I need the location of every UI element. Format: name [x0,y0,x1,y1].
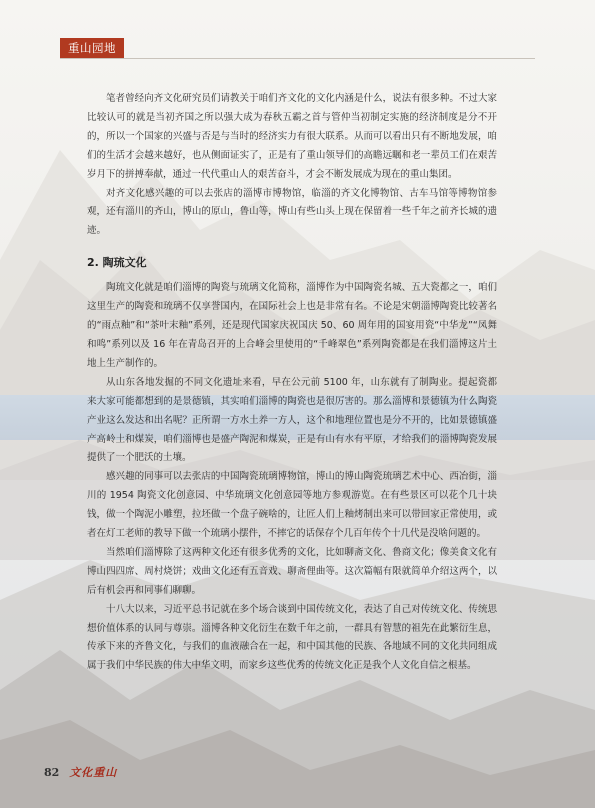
page-number: 82 [44,765,60,779]
section-label: 重山园地 [60,38,124,58]
page-footer [44,762,117,782]
paragraph: 感兴趣的同事可以去张店的中国陶瓷琉璃博物馆，博山的博山陶瓷琉璃艺术中心、西冶街，淄川的 1954 陶瓷文化创意园、中华琉璃文化创意园等地方参观游览。在有些景区可以花个几十块钱，做一个陶泥小雕塑，拉坯做一个盘子碗啥的，让匠人们上釉烤制出来可以带回家正常使用，或者在灯工老师的教导下做一个琉璃小摆件，不摔它的话保存个几百年传个十几代是没啥问题的。 [87,471,497,540]
paragraph: 十八大以来，习近平总书记就在多个场合谈到中国传统文化，表达了自己对传统文化、传统思想价值体系的认同与尊崇。淄博各种文化衍生在数千年之前，一群具有智慧的祖先在此繁衍生息，传承下来的齐鲁文化，与我们的血液融合在一起，和中国其他的民族、各地域不同的文化共同组成属于我们中华民族的伟大中华文明，而家乡这些优秀的传统文化正是我个人文化自信之根基。 [87,603,497,672]
paragraph: 对齐文化感兴趣的可以去张店的淄博市博物馆，临淄的齐文化博物馆、古车马馆等博物馆参观，还有淄川的齐山，博山的原山，鲁山等，博山有些山头上现在保留着一些千年之前齐长城的遗迹。 [87,187,497,237]
header-divider [60,58,535,59]
article-body [87,90,497,676]
section-heading: 2. 陶琉文化 [87,256,147,270]
paragraph: 陶琉文化就是咱们淄博的陶瓷与琉璃文化简称，淄博作为中国陶瓷名城、五大瓷都之一，咱们这里生产的陶瓷和琉璃不仅享誉国内，在国际社会上也是非常有名。不论是宋朝淄博陶瓷比较著名的“雨点釉”和“茶叶末釉”系列，还是现代国家庆祝国庆 50、60 周年用的国宴用瓷“中华龙”“凤舞和鸣”系列以及 16 年在青岛召开的上合峰会里使用的“千峰翠色”系列陶瓷都是在我们淄博这片土地上生产制作的。 [87,282,497,369]
paragraph: 笔者曾经向齐文化研究员们请教关于咱们齐文化的文化内涵是什么，说法有很多种。不过大家比较认可的就是当初齐国之所以强大成为春秋五霸之首与管仲当初制定实施的经济制度是分不开的，所以一个国家的兴盛与否是与当时的经济实力有很大联系。从而可以看出只有不断地发展，咱们的生活才会越来越好，也从侧面证实了，正是有了重山领导们的高瞻远瞩和老一辈员工们在艰苦岁月下的拼搏奉献，通过一代代重山人的艰苦奋斗，才会不断发展成为现在的重山集团。 [87,93,497,180]
paragraph: 从山东各地发掘的不同文化遗址来看，早在公元前 5100 年，山东就有了制陶业。提起瓷都来大家可能都想到的是景德镇，其实咱们淄博的陶瓷也是很厉害的。那么淄博和景德镇为什么陶瓷产业这么发达和出名呢？正所谓一方水土养一方人，这个和地理位置也是分不开的，比如景德镇盛产高岭土和煤炭，咱们淄博也是盛产陶泥和煤炭，正是有山有水有平原，才给我们的淄博陶瓷发展提供了一个肥沃的土壤。 [87,376,497,464]
paragraph: 当然咱们淄博除了这两种文化还有很多优秀的文化，比如聊斋文化、鲁商文化；像美食文化有博山四四席、周村烧饼；戏曲文化还有五音戏、聊斋俚曲等。这次篇幅有限就简单介绍这两个，以后有机会再和同事们聊聊。 [87,546,497,596]
magazine-logo: 文化重山 [69,766,118,779]
